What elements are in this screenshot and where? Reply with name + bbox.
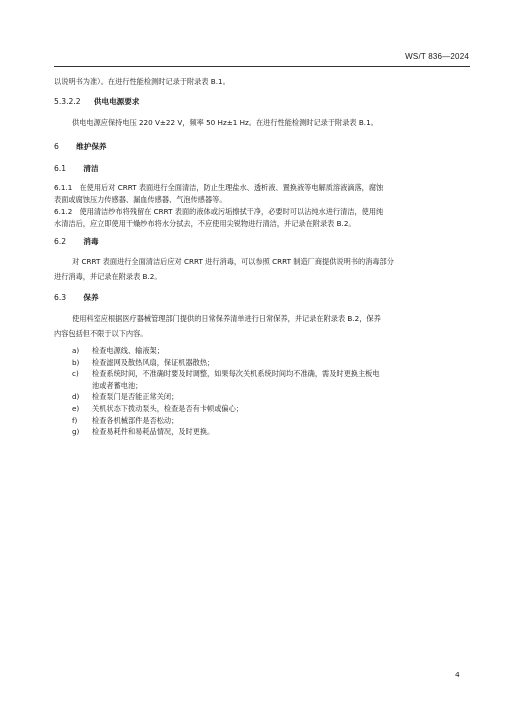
list-item-text: 检查系统时间，不准确时要及时调整，如果每次关机系统时间均不准确，需及时更换主板电 (92, 369, 380, 379)
list-item-text: 检查易耗件和易耗品情况，及时更换。 (92, 427, 215, 437)
paragraph-line: 供电电源应保持电压 220 V±22 V，频率 50 Hz±1 Hz。在进行性能检测时记录于附录表 B.1。 (72, 118, 378, 127)
section-title: 供电电源要求 (93, 97, 140, 106)
clause-6-1-1-line: 表面或腐蚀压力传感器、漏血传感器、气泡传感器等。 (54, 195, 227, 204)
section-heading-6 (54, 141, 107, 152)
section-heading-6-1 (54, 163, 99, 174)
list-item (72, 345, 472, 357)
section-heading-5-3-2-2 (54, 96, 139, 107)
section-title: 维护保养 (76, 142, 107, 151)
section-heading-6-3 (54, 292, 99, 303)
list-item (72, 357, 472, 369)
header-rule (54, 66, 470, 67)
list-item (72, 403, 472, 415)
list-item (72, 415, 472, 427)
list-item-text: 关机状态下拨动泵头，检查是否有卡顿或偏心； (92, 403, 243, 413)
list-marker: b) (72, 357, 80, 367)
section-number: 5.3.2.2 (54, 97, 81, 106)
clause-6-2-line: 对 CRRT 表面进行全面清洁后应对 CRRT 进行消毒，可以参照 CRRT 制造厂商提供说明书的消毒部分 (72, 257, 394, 266)
list-item-text: 检查泵门是否能正常关闭； (92, 392, 179, 402)
list-item (72, 426, 472, 438)
clause-6-1-1-line: 6.1.1 在使用后对 CRRT 表面进行全面清洁，防止生理盐水、透析液、置换液等电解质溶液滴落，腐蚀 (54, 183, 384, 192)
list-item-text: 检查电源线、输液架； (92, 346, 164, 355)
section-number: 6 (54, 142, 59, 151)
section-title: 保养 (83, 293, 99, 302)
list-marker: c) (72, 369, 79, 379)
section-number: 6.2 (54, 237, 67, 246)
list-marker: g) (72, 427, 80, 437)
section-number: 6.1 (54, 164, 67, 173)
paragraph-line: 以说明书为准）。在进行性能检测时记录于附录表 B.1。 (54, 77, 230, 86)
list-item-text: 检查各机械部件是否松动； (92, 415, 179, 425)
clause-6-3-line: 使用科室应根据医疗器械管理部门提供的日常保养清单进行日常保养，并记录在附录表 B.2，保养 (72, 314, 381, 323)
list-item (72, 391, 472, 403)
section-number: 6.3 (54, 293, 67, 302)
list-marker: e) (72, 403, 80, 413)
section-heading-6-2 (54, 236, 99, 247)
list-marker: f) (72, 415, 78, 425)
list-marker: d) (72, 392, 80, 402)
standard-code-header: WS/T 836—2024 (405, 52, 469, 61)
clause-6-3-line: 内容包括但不限于以下内容。 (54, 329, 148, 338)
section-title: 清洁 (83, 164, 99, 173)
clause-6-1-2-line: 6.1.2 使用清洁纱布将残留在 CRRT 表面的液体或污垢擦拭干净，必要时可以沾纯水进行清洁，使用纯 (54, 207, 384, 216)
list-item (72, 368, 472, 380)
page-number: 4 (455, 670, 460, 679)
section-title: 消毒 (83, 237, 99, 246)
list-item-continuation (72, 380, 472, 392)
list-item-text: 检查滤网及散热风扇，保证机器散热； (92, 357, 215, 367)
list-marker: a) (72, 346, 80, 355)
maintenance-checklist (72, 345, 472, 438)
clause-6-2-line: 进行消毒，并记录在附录表 B.2。 (54, 272, 162, 281)
list-item-text: 池或者蓄电池； (92, 380, 143, 390)
clause-6-1-2-line: 水清洁后，应立即使用干燥纱布将水分拭去，不应使用尖锐物进行清洁，并记录在附录表 B.2。 (54, 219, 356, 228)
